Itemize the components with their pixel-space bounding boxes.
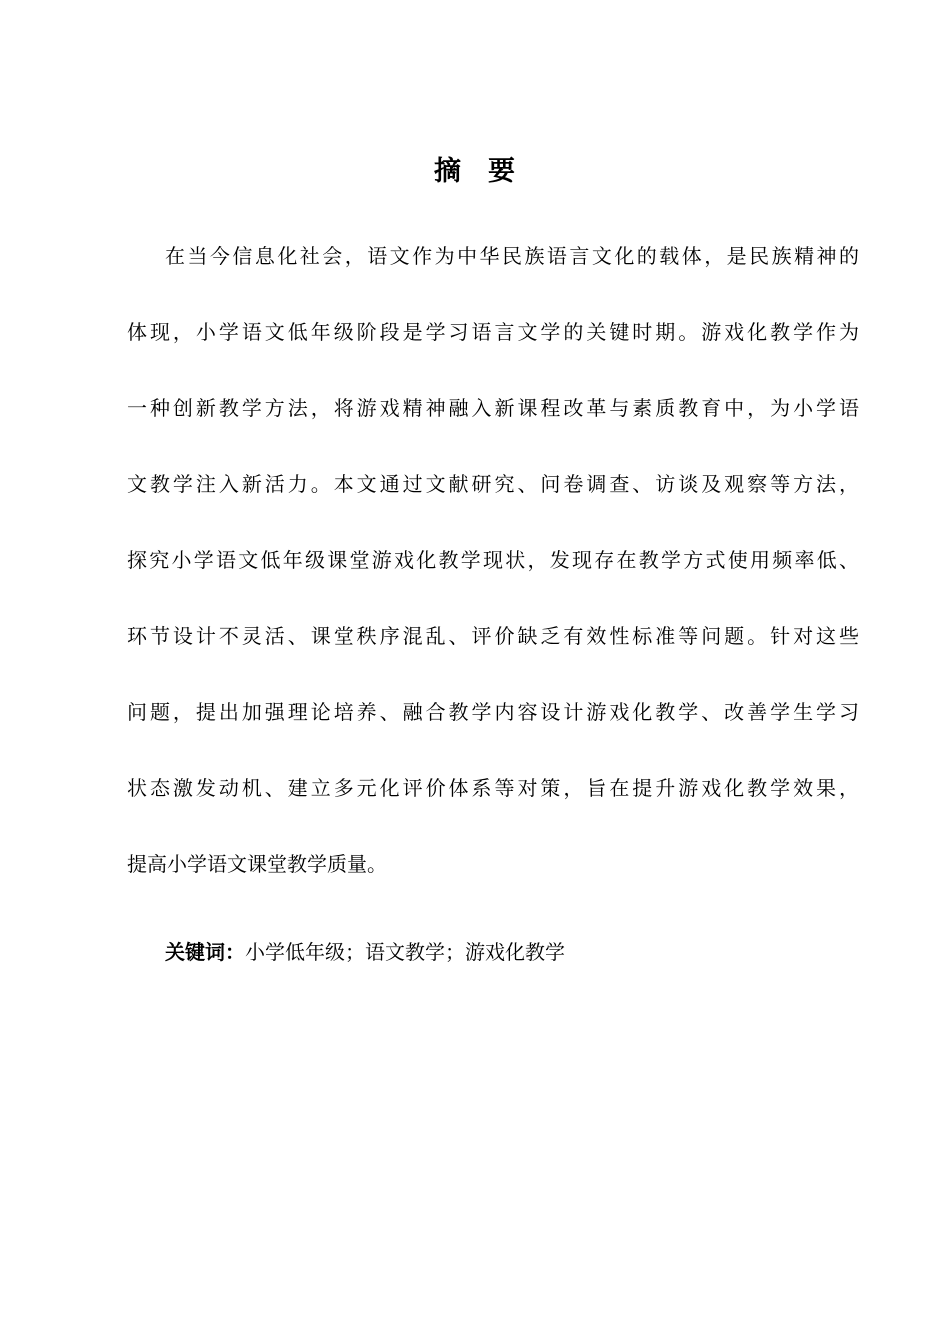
- page-title: [0, 152, 950, 192]
- abstract-line: 状态激发动机、建立多元化评价体系等对策，旨在提升游戏化教学效果，: [127, 776, 859, 800]
- abstract-line: 探究小学语文低年级课堂游戏化教学现状，发现存在教学方式使用频率低、: [127, 548, 859, 572]
- abstract-line: 文教学注入新活力。本文通过文献研究、问卷调查、访谈及观察等方法，: [127, 472, 859, 496]
- abstract-line: 体现，小学语文低年级阶段是学习语言文学的关键时期。游戏化教学作为: [127, 320, 859, 344]
- abstract-line: 在当今信息化社会，语文作为中华民族语言文化的载体，是民族精神的: [165, 244, 859, 268]
- abstract-line: 提高小学语文课堂教学质量。: [127, 852, 387, 876]
- abstract-line: 环节设计不灵活、课堂秩序混乱、评价缺乏有效性标准等问题。针对这些: [127, 624, 859, 648]
- abstract-line: 一种创新教学方法，将游戏精神融入新课程改革与素质教育中，为小学语: [127, 396, 859, 420]
- abstract-line: 问题，提出加强理论培养、融合教学内容设计游戏化教学、改善学生学习: [127, 700, 859, 724]
- keywords-label: 关键词：: [165, 940, 245, 964]
- title-char-1: 摘: [434, 156, 462, 187]
- title-char-2: 要: [488, 156, 516, 187]
- abstract-body: [127, 234, 859, 918]
- keywords-line: [165, 930, 565, 974]
- keywords-value: 小学低年级；语文教学；游戏化教学: [245, 940, 565, 964]
